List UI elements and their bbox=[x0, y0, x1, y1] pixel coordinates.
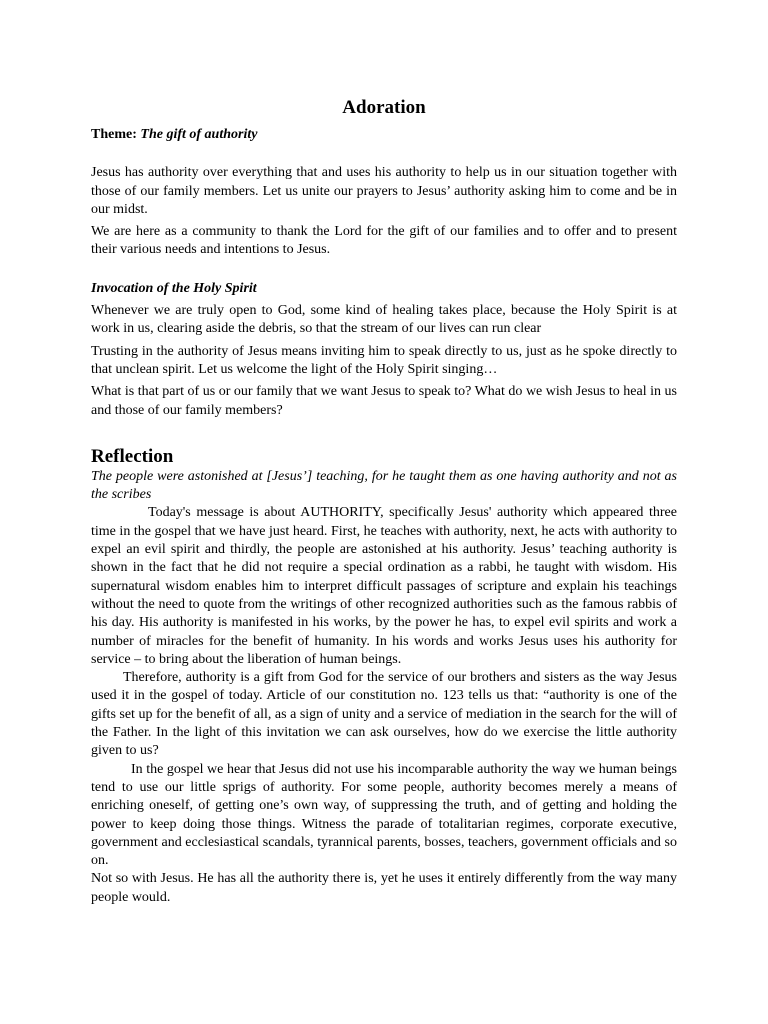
intro-paragraph: We are here as a community to thank the Lord for the gift of our families and to offer and to present their various needs and intentions to Jesus. bbox=[91, 224, 677, 258]
reflection-paragraph: Not so with Jesus. He has all the authority there is, yet he uses it entirely differently from the way many people would. bbox=[91, 871, 677, 905]
reflection-paragraph: Therefore, authority is a gift from God for the service of our brothers and sisters as the way Jesus used it in the gospel of today. Article of our constitution no. 123 tells us that: “authority is one of the gifts set up for the benefit of all, as a sign of unity and a service of mediation in the search for the will of the Father. In the light of this invitation we can ask ourselves, how do we exercise the little authority given to us? bbox=[91, 670, 677, 759]
intro-paragraph: Jesus has authority over everything that and uses his authority to help us in our situation together with those of our family members. Let us unite our prayers to Jesus’ authority asking him to come and be in our midst. bbox=[91, 165, 677, 217]
page-title: Adoration bbox=[342, 97, 426, 118]
reflection-paragraph: In the gospel we hear that Jesus did not use his incomparable authority the way we human beings tend to use our little sprigs of authority. For some people, authority becomes merely a means of enriching oneself, of getting one’s own way, of suppressing the truth, and of getting and holding the power to keep doing those things. Witness the parade of totalitarian regimes, corporate executive, government and ecclesiastical scandals, tyrannical parents, bosses, teachers, government officials and so on. bbox=[91, 761, 677, 869]
reflection-body bbox=[91, 504, 677, 907]
theme-line bbox=[91, 126, 677, 144]
invocation-heading: Invocation of the Holy Spirit bbox=[91, 280, 257, 296]
theme-value: The gift of authority bbox=[140, 127, 258, 142]
theme-label: Theme: bbox=[91, 127, 137, 142]
reflection-paragraph: Today's message is about AUTHORITY, specifically Jesus' authority which appeared three time in the gospel that we have just heard. First, he teaches with authority, next, he acts with authority to expel an evil spirit and thirdly, the people are astonished at his authority. Jesus’ teaching authority is shown in the fact that he did not require a special ordination as a rabbi, he taught with wisdom. His supernatural wisdom enables him to interpret difficult passages of scripture and explain his teachings without the need to quote from the writings of other recognized authorities such as the famous rabbis of his day. His authority is manifested in his works, by the power he has, to expel evil spirits and work a number of miracles for the benefit of humanity. In his words and works Jesus uses his authority for service – to bring about the liberation of human beings. bbox=[91, 505, 677, 667]
invocation-paragraph: Trusting in the authority of Jesus means inviting him to speak directly to us, just as he spoke directly to that unclean spirit. Let us welcome the light of the Holy Spirit singing… bbox=[91, 343, 677, 377]
invocation-paragraph: What is that part of us or our family that we want Jesus to speak to? What do we wish Jesus to heal in us and those of our family members? bbox=[91, 384, 677, 418]
reflection-quote: The people were astonished at [Jesus’] teaching, for he taught them as one having authority and not as the scribes bbox=[91, 468, 677, 503]
document-body bbox=[91, 96, 677, 907]
reflection-heading: Reflection bbox=[91, 445, 174, 467]
invocation-paragraph: Whenever we are truly open to God, some kind of healing takes place, because the Holy Spirit is at work in us, clearing aside the debris, so that the stream of our lives can run clear bbox=[91, 303, 677, 337]
